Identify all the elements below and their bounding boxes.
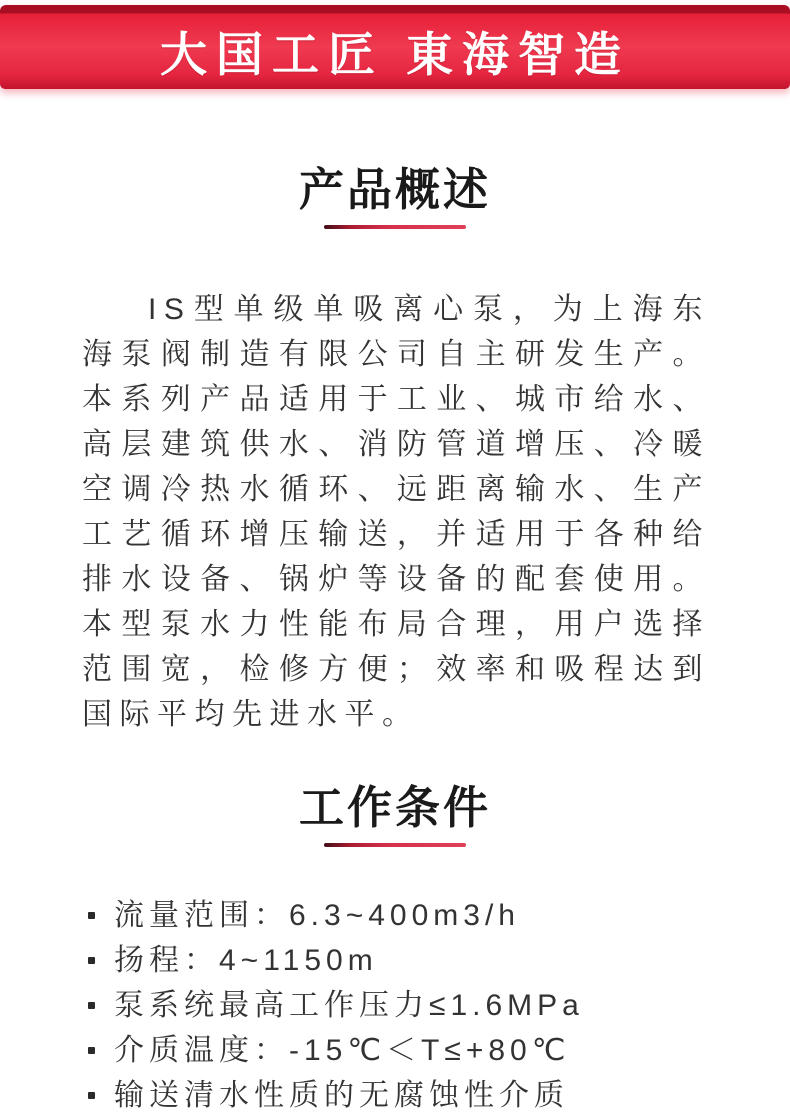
condition-head-range: 扬程：4~1150m	[114, 944, 378, 977]
conditions-section-title: 工作条件	[298, 782, 491, 833]
list-item	[86, 1073, 726, 1114]
condition-max-pressure: 泵系统最高工作压力≤1.6MPa	[114, 989, 584, 1022]
condition-medium-temperature: 介质温度：-15℃＜T≤+80℃	[114, 1034, 571, 1067]
condition-flow-range: 流量范围：6.3~400m3/h	[114, 899, 520, 932]
overview-title-underline	[324, 225, 466, 229]
section-working-conditions	[0, 782, 790, 1114]
section-product-overview	[0, 164, 790, 737]
bullet-dot-icon	[88, 912, 95, 919]
condition-medium-type: 输送清水性质的无腐蚀性介质	[114, 1079, 569, 1112]
list-item	[86, 983, 726, 1028]
bullet-dot-icon	[88, 1002, 95, 1009]
overview-section-title: 产品概述	[298, 164, 491, 215]
bullet-dot-icon	[88, 957, 95, 964]
brand-banner	[0, 5, 790, 89]
overview-paragraph: IS型单级单吸离心泵，为上海东海泵阀制造有限公司自主研发生产。本系列产品适用于工业、城市给水、高层建筑供水、消防管道增压、冷暖空调冷热水循环、远距离输水、生产工艺循环增压输送，并适用于各种给排水设备、锅炉等设备的配套使用。本型泵水力性能布局合理，用户选择范围宽，检修方便；效率和吸程达到国际平均先进水平。	[82, 293, 710, 731]
list-item	[86, 938, 726, 983]
brand-banner-title: 大国工匠 東海智造	[159, 27, 631, 81]
list-item	[86, 893, 726, 938]
list-item	[86, 1028, 726, 1073]
bullet-dot-icon	[88, 1092, 95, 1099]
bullet-dot-icon	[88, 1047, 95, 1054]
conditions-title-underline	[324, 843, 466, 847]
conditions-list	[86, 893, 726, 1114]
